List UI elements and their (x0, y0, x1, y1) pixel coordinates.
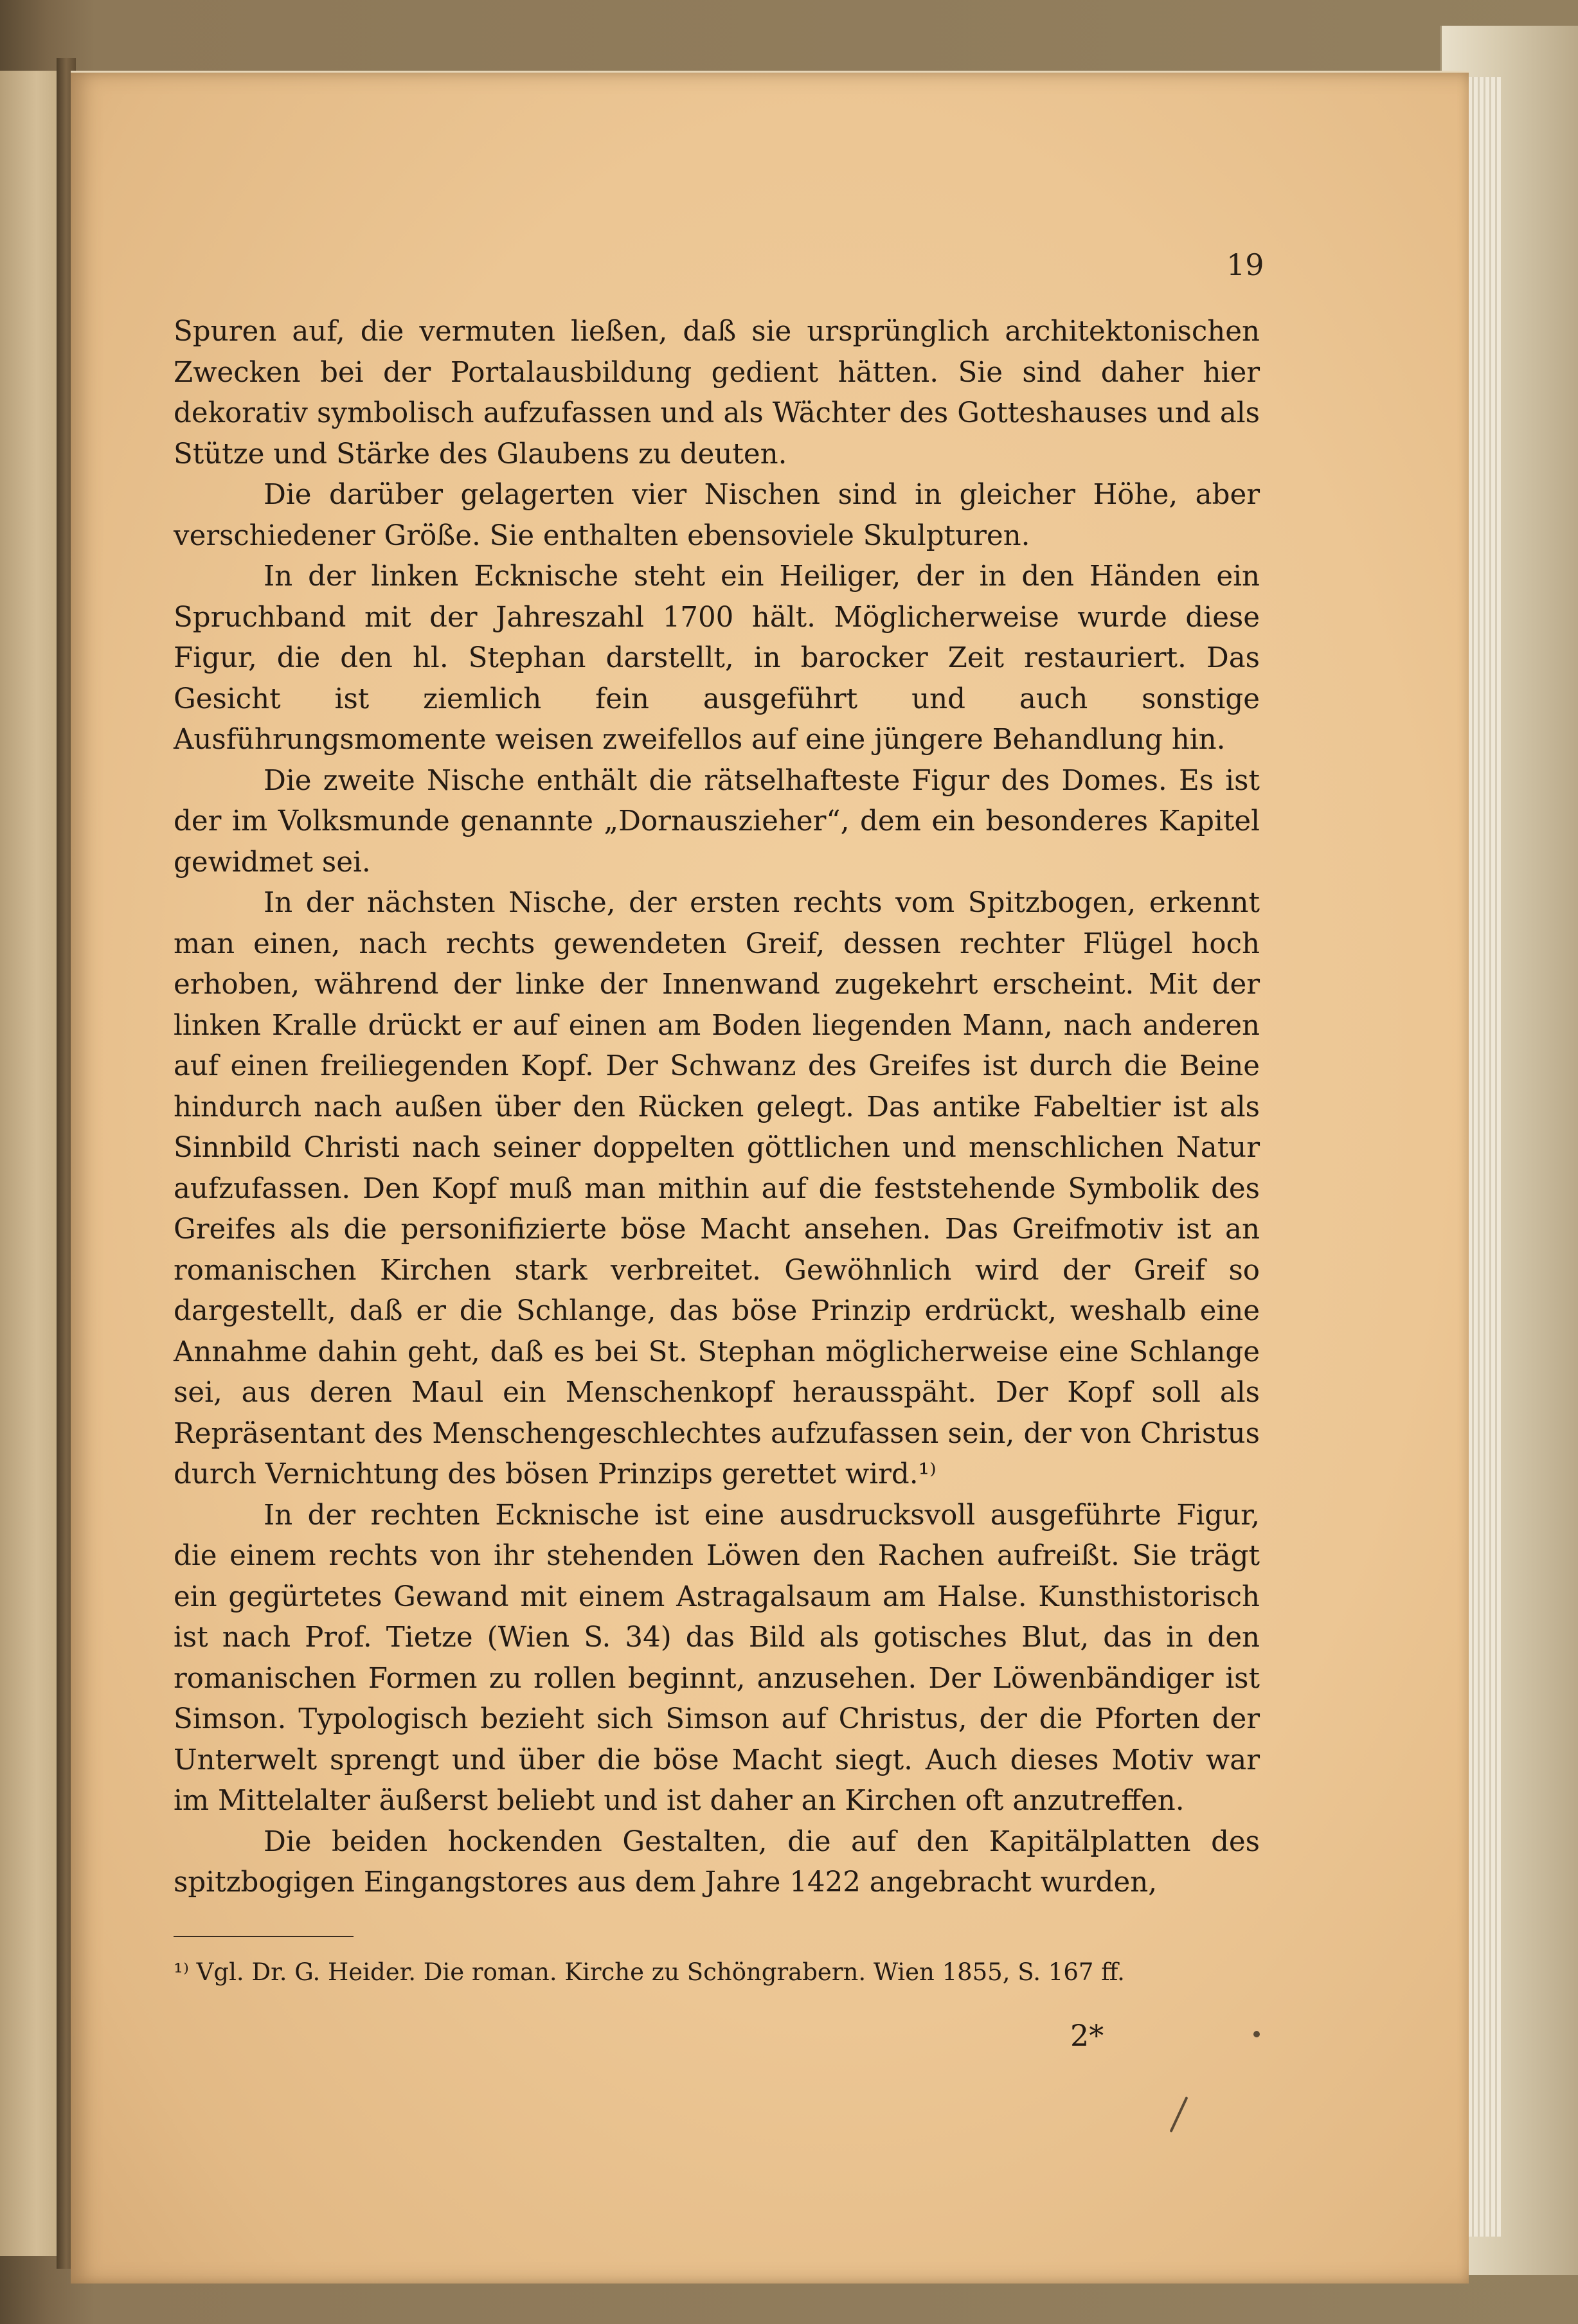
signature-mark: 2* (1070, 2018, 1104, 2053)
paragraph-3: In der linken Ecknische steht ein Heiliger, der in den Händen ein Spruchband mit der Jahreszahl 1700 hält. Möglicherweise wurde diese Figur, die den hl. Stephan darstellt, in barocker Zeit restauriert. Das Gesicht ist ziemlich fein ausgeführt und auch sonstige Ausführungsmomente weisen zweifellos auf eine jüngere Behandlung hin. (174, 560, 1260, 756)
paragraph-6: In der rechten Ecknische ist eine ausdrucksvoll ausgeführte Figur, die einem rechts von ihr stehenden Löwen den Rachen aufreißt. Sie trägt ein gegürtetes Gewand mit einem Astragalsaum am Halse. Kunsthistorisch ist nach Prof. Tietze (Wien S. 34) das Bild als gotisches Blut, das in den romanischen Formen zu rollen beginnt, anzusehen. Der Löwenbändiger ist Simson. Typologisch bezieht sich Simson auf Christus, der die Pforten der Unterwelt sprengt und über die böse Macht siegt. Auch dieses Motiv war im Mittelalter äußerst beliebt und ist daher an Kirchen oft anzutreffen. (174, 1499, 1260, 1817)
footnote-rule (174, 1936, 354, 1937)
paper-speck (1253, 2031, 1260, 2037)
paragraph-4: Die zweite Nische enthält die rätselhafteste Figur des Domes. Es ist der im Volksmunde genannte „Dornauszieher“, dem ein besonderes Kapitel gewidmet sei. (174, 764, 1260, 879)
paragraph-1: Spuren auf, die vermuten ließen, daß sie ursprünglich architektonischen Zwecken bei der Portalausbildung gedient hätten. Sie sind daher hier dekorativ symbolisch aufzufassen und als Wächter des Gotteshauses und als Stütze und Stärke des Glaubens zu deuten. (174, 316, 1260, 470)
body-text (174, 312, 1260, 1904)
left-page-edge (0, 71, 62, 2256)
paragraph-2: Die darüber gelagerten vier Nischen sind in gleicher Höhe, aber verschiedener Größe. Sie enthalten ebensoviele Skulpturen. (174, 479, 1260, 552)
footnote: ¹⁾ Vgl. Dr. G. Heider. Die roman. Kirche zu Schöngrabern. Wien 1855, S. 167 ff. (174, 1958, 1125, 1986)
paragraph-7: Die beiden hockenden Gestalten, die auf den Kapitälplatten des spitzbogigen Eingangstores aus dem Jahre 1422 angebracht wurden, (174, 1825, 1260, 1899)
paragraph-5: In der nächsten Nische, der ersten rechts vom Spitzbogen, erkennt man einen, nach rechts gewendeten Greif, dessen rechter Flügel hoch erhoben, während der linke der Innenwand zugekehrt erscheint. Mit der linken Kralle drückt er auf einen am Boden liegenden Mann, nach anderen auf einen freiliegenden Kopf. Der Schwanz des Greifes ist durch die Beine hindurch nach außen über den Rücken gelegt. Das antike Fabeltier ist als Sinnbild Christi nach seiner doppelten göttlichen und menschlichen Natur aufzufassen. Den Kopf muß man mithin auf die feststehende Symbolik des Greifes als die personifizierte böse Macht ansehen. Das Greifmotiv ist an romanischen Kirchen stark verbreitet. Gewöhnlich wird der Greif so dargestellt, daß er die Schlange, das böse Prinzip erdrückt, weshalb eine Annahme dahin geht, daß es bei St. Stephan möglicherweise eine Schlange sei, aus deren Maul ein Menschenkopf herausspäht. Der Kopf soll als Repräsentant des Menschengeschlechtes aufzufassen sein, der von Christus durch Vernichtung des bösen Prinzips gerettet wird.¹⁾ (174, 887, 1260, 1490)
page-number: 19 (1226, 247, 1264, 282)
